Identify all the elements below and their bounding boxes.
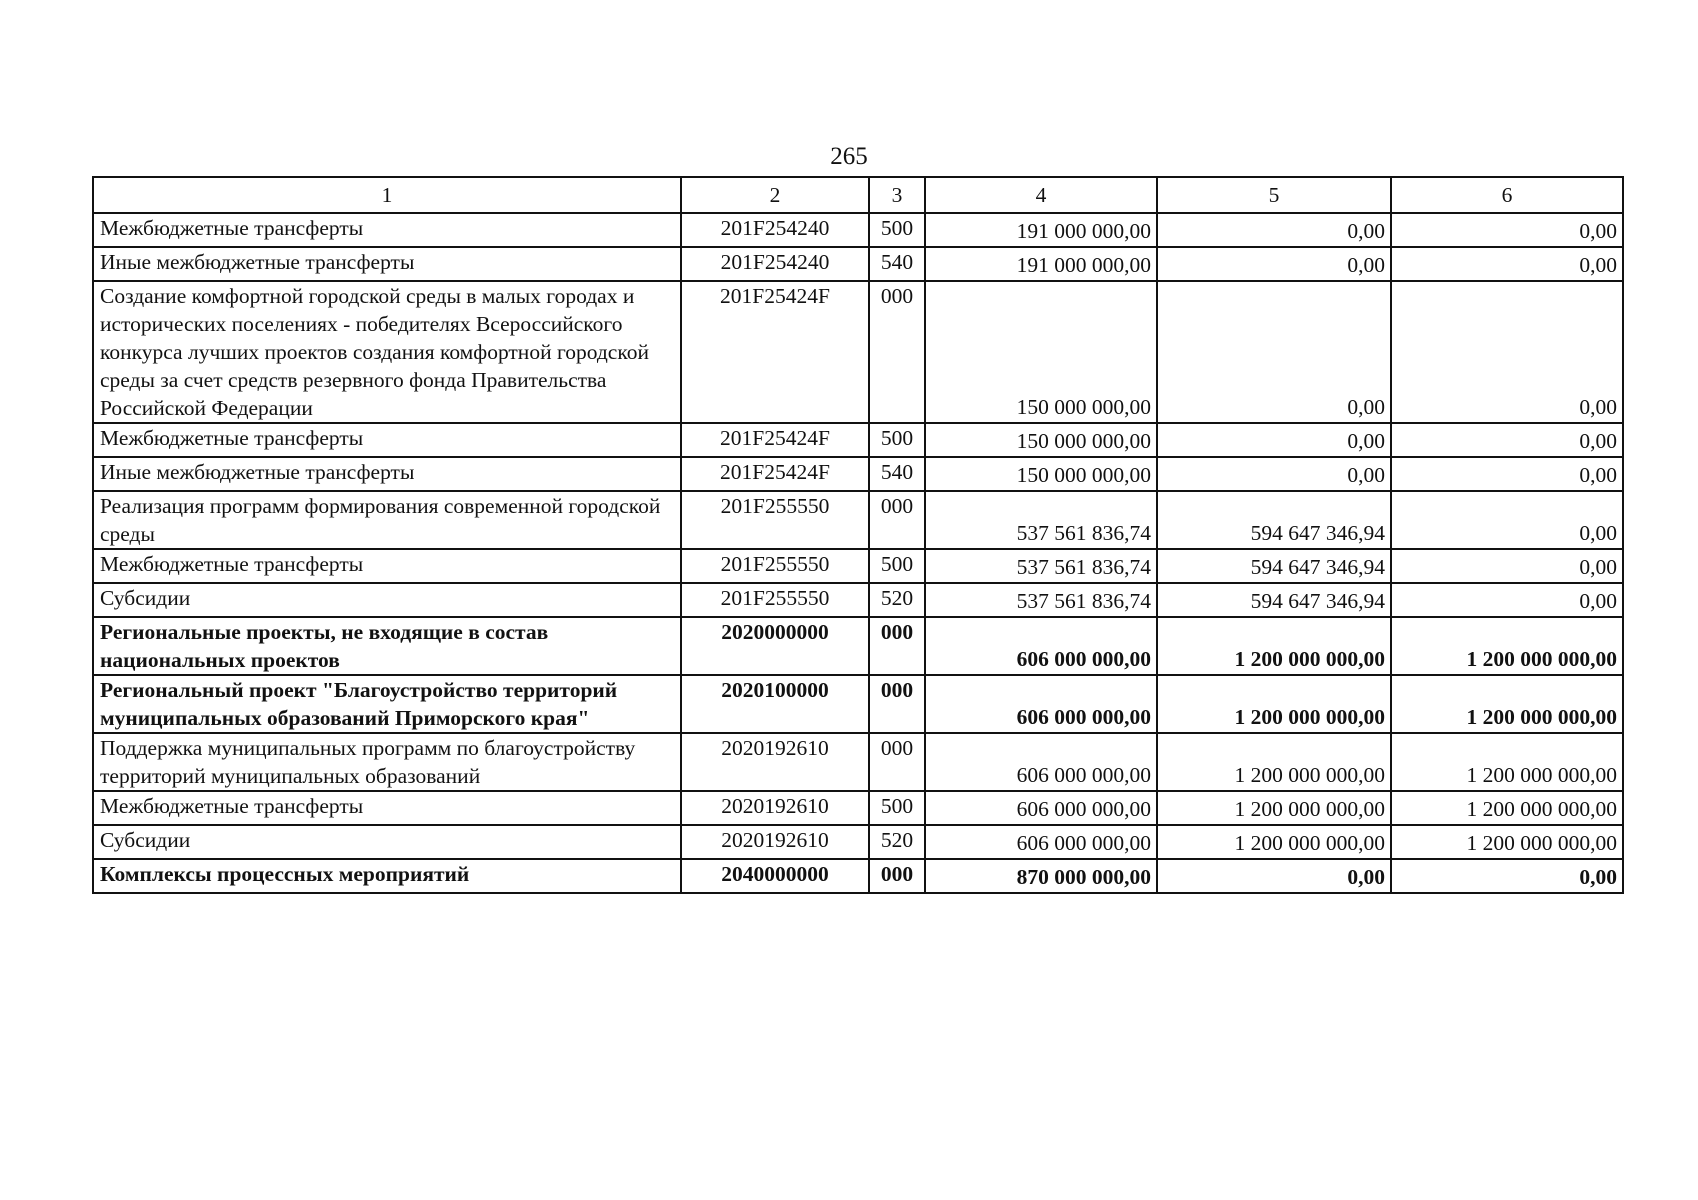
row-amount-col4-cell: 191 000 000,00: [925, 247, 1157, 281]
row-amount-col5-cell: 0,00: [1157, 423, 1391, 457]
row-code-cell: 201F254240: [681, 247, 869, 281]
column-header-5: 5: [1157, 177, 1391, 213]
row-amount-col4-cell: 537 561 836,74: [925, 549, 1157, 583]
column-header-1: 1: [93, 177, 681, 213]
row-name-cell: Реализация программ формирования современной городской среды: [93, 491, 681, 549]
row-code-cell: 2020100000: [681, 675, 869, 733]
row-code-cell: 201F25424F: [681, 457, 869, 491]
row-amount-col6-cell: 1 200 000 000,00: [1391, 825, 1623, 859]
column-header-4: 4: [925, 177, 1157, 213]
row-amount-col5-cell: 1 200 000 000,00: [1157, 825, 1391, 859]
row-name-cell: Создание комфортной городской среды в малых городах и исторических поселениях - победителях Всероссийского конкурса лучших проектов создания комфортной городской среды за счет средств резервного фонда Правительства Российской Федерации: [93, 281, 681, 423]
row-code-cell: 2020192610: [681, 791, 869, 825]
row-amount-col4-cell: 537 561 836,74: [925, 583, 1157, 617]
row-amount-col4-cell: 606 000 000,00: [925, 791, 1157, 825]
row-type-cell: 500: [869, 791, 925, 825]
row-amount-col4-cell: 606 000 000,00: [925, 675, 1157, 733]
table-row: [93, 617, 1623, 675]
row-code-cell: 201F255550: [681, 549, 869, 583]
row-type-cell: 500: [869, 423, 925, 457]
table-row: [93, 791, 1623, 825]
row-name-cell: Иные межбюджетные трансферты: [93, 457, 681, 491]
row-amount-col5-cell: 1 200 000 000,00: [1157, 675, 1391, 733]
row-amount-col6-cell: 0,00: [1391, 213, 1623, 247]
row-type-cell: 000: [869, 281, 925, 423]
table-row: [93, 675, 1623, 733]
row-amount-col4-cell: 191 000 000,00: [925, 213, 1157, 247]
row-name-cell: Межбюджетные трансферты: [93, 213, 681, 247]
row-amount-col4-cell: 606 000 000,00: [925, 825, 1157, 859]
row-code-cell: 201F254240: [681, 213, 869, 247]
table-row: [93, 423, 1623, 457]
row-name-cell: Межбюджетные трансферты: [93, 549, 681, 583]
row-type-cell: 520: [869, 825, 925, 859]
row-amount-col6-cell: 1 200 000 000,00: [1391, 617, 1623, 675]
row-type-cell: 540: [869, 247, 925, 281]
table-row: [93, 247, 1623, 281]
table-row: [93, 583, 1623, 617]
row-type-cell: 000: [869, 491, 925, 549]
column-header-2: 2: [681, 177, 869, 213]
row-amount-col6-cell: 0,00: [1391, 247, 1623, 281]
table-row: [93, 733, 1623, 791]
row-amount-col6-cell: 0,00: [1391, 423, 1623, 457]
row-amount-col6-cell: 0,00: [1391, 457, 1623, 491]
row-amount-col6-cell: 0,00: [1391, 859, 1623, 893]
row-type-cell: 540: [869, 457, 925, 491]
budget-table: [92, 176, 1624, 894]
row-amount-col5-cell: 1 200 000 000,00: [1157, 617, 1391, 675]
row-amount-col4-cell: 150 000 000,00: [925, 281, 1157, 423]
budget-table-container: [92, 176, 1622, 894]
row-name-cell: Поддержка муниципальных программ по благоустройству территорий муниципальных образований: [93, 733, 681, 791]
table-row: [93, 825, 1623, 859]
row-code-cell: 201F25424F: [681, 281, 869, 423]
row-amount-col5-cell: 0,00: [1157, 213, 1391, 247]
row-name-cell: Региональный проект "Благоустройство территорий муниципальных образований Приморского края": [93, 675, 681, 733]
table-row: [93, 491, 1623, 549]
row-code-cell: 2020192610: [681, 825, 869, 859]
row-name-cell: Субсидии: [93, 825, 681, 859]
row-code-cell: 201F255550: [681, 583, 869, 617]
row-amount-col5-cell: 0,00: [1157, 281, 1391, 423]
row-amount-col5-cell: 594 647 346,94: [1157, 583, 1391, 617]
row-amount-col6-cell: 0,00: [1391, 583, 1623, 617]
row-amount-col6-cell: 0,00: [1391, 281, 1623, 423]
row-name-cell: Иные межбюджетные трансферты: [93, 247, 681, 281]
row-type-cell: 500: [869, 213, 925, 247]
column-header-3: 3: [869, 177, 925, 213]
page-number: 265: [830, 143, 868, 170]
row-amount-col5-cell: 1 200 000 000,00: [1157, 791, 1391, 825]
row-code-cell: 2020192610: [681, 733, 869, 791]
row-amount-col5-cell: 1 200 000 000,00: [1157, 733, 1391, 791]
row-amount-col4-cell: 150 000 000,00: [925, 423, 1157, 457]
row-amount-col6-cell: 0,00: [1391, 491, 1623, 549]
row-amount-col5-cell: 0,00: [1157, 859, 1391, 893]
row-type-cell: 520: [869, 583, 925, 617]
row-code-cell: 2040000000: [681, 859, 869, 893]
row-amount-col4-cell: 606 000 000,00: [925, 733, 1157, 791]
row-name-cell: Субсидии: [93, 583, 681, 617]
row-code-cell: 2020000000: [681, 617, 869, 675]
row-amount-col4-cell: 870 000 000,00: [925, 859, 1157, 893]
row-type-cell: 000: [869, 733, 925, 791]
row-type-cell: 500: [869, 549, 925, 583]
row-amount-col5-cell: 594 647 346,94: [1157, 491, 1391, 549]
table-row: [93, 549, 1623, 583]
row-code-cell: 201F25424F: [681, 423, 869, 457]
table-body: [93, 213, 1623, 893]
row-amount-col6-cell: 1 200 000 000,00: [1391, 675, 1623, 733]
row-type-cell: 000: [869, 617, 925, 675]
row-type-cell: 000: [869, 675, 925, 733]
row-amount-col4-cell: 150 000 000,00: [925, 457, 1157, 491]
header-row: [93, 177, 1623, 213]
row-amount-col6-cell: 1 200 000 000,00: [1391, 791, 1623, 825]
column-header-6: 6: [1391, 177, 1623, 213]
table-row: [93, 457, 1623, 491]
row-amount-col4-cell: 537 561 836,74: [925, 491, 1157, 549]
row-code-cell: 201F255550: [681, 491, 869, 549]
row-name-cell: Межбюджетные трансферты: [93, 423, 681, 457]
row-name-cell: Комплексы процессных мероприятий: [93, 859, 681, 893]
row-amount-col5-cell: 594 647 346,94: [1157, 549, 1391, 583]
row-amount-col6-cell: 0,00: [1391, 549, 1623, 583]
row-amount-col4-cell: 606 000 000,00: [925, 617, 1157, 675]
row-amount-col5-cell: 0,00: [1157, 247, 1391, 281]
row-name-cell: Региональные проекты, не входящие в состав национальных проектов: [93, 617, 681, 675]
table-row: [93, 281, 1623, 423]
row-amount-col6-cell: 1 200 000 000,00: [1391, 733, 1623, 791]
row-type-cell: 000: [869, 859, 925, 893]
row-amount-col5-cell: 0,00: [1157, 457, 1391, 491]
row-name-cell: Межбюджетные трансферты: [93, 791, 681, 825]
table-row: [93, 213, 1623, 247]
table-row: [93, 859, 1623, 893]
